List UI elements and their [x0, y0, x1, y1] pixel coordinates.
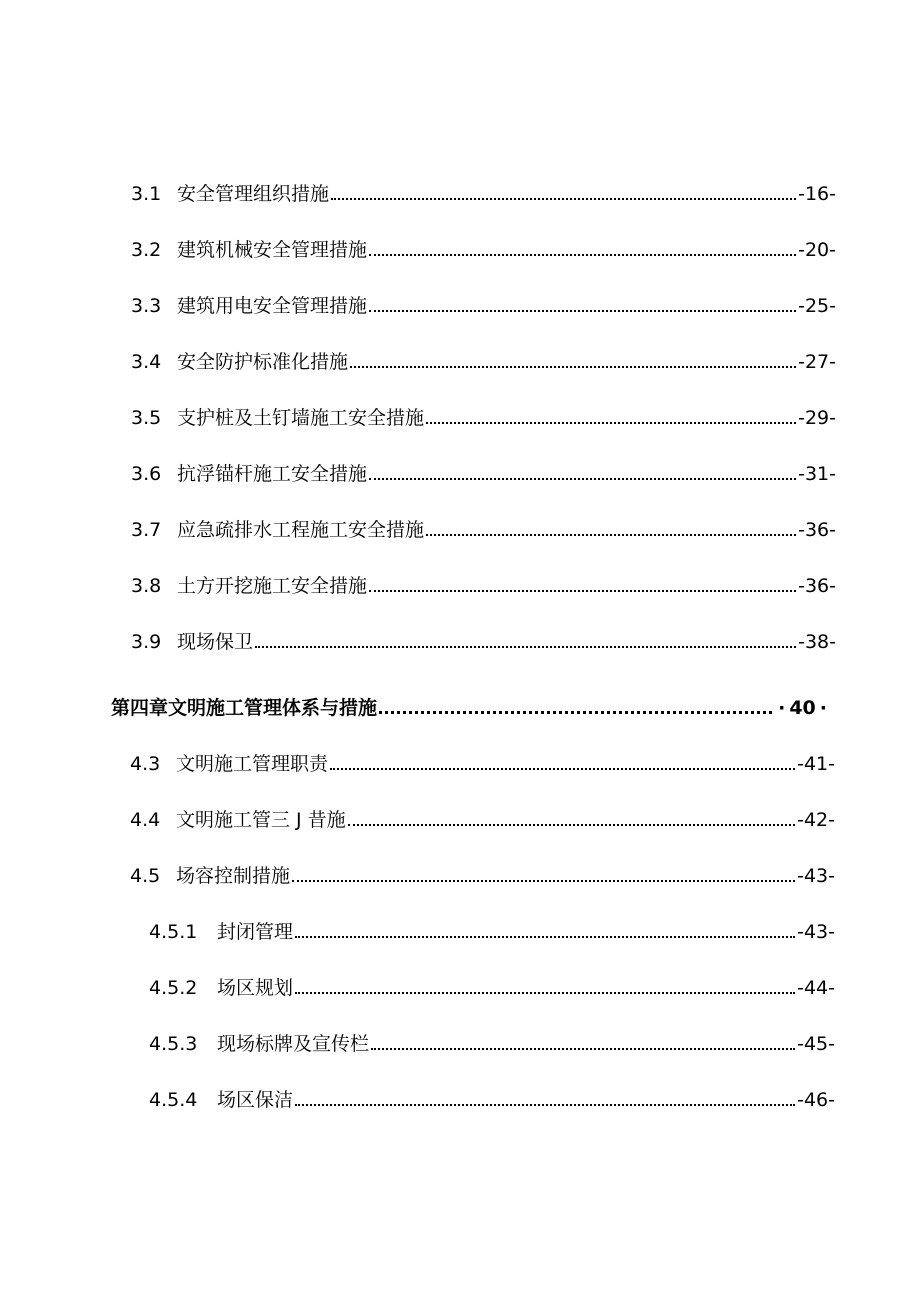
toc-entry-title: 支护桩及土钉墙施工安全措施 — [177, 407, 425, 429]
toc-entry-page: -29- — [798, 407, 836, 429]
toc-entry-number: 3.3 — [131, 295, 162, 317]
toc-entry-page: -44- — [797, 977, 835, 999]
toc-entry-title: 安全防护标准化措施 — [177, 351, 349, 373]
toc-entry-4-4[interactable] — [130, 804, 835, 832]
toc-entry-title: 场容控制措施 — [176, 865, 291, 887]
toc-entry-3-8[interactable] — [131, 570, 836, 598]
toc-chapter-4[interactable] — [111, 692, 831, 720]
toc-entry-4-5-2[interactable] — [149, 972, 835, 1000]
toc-entry-page: -38- — [798, 631, 836, 653]
toc-entry-title: 现场标牌及宣传栏 — [217, 1033, 370, 1055]
toc-entry-number: 4.5 — [130, 865, 161, 887]
dot-leader — [295, 992, 795, 994]
toc-entry-page: -36- — [798, 575, 836, 597]
page-prefix-dot: · — [778, 697, 786, 719]
dot-leader — [369, 310, 796, 312]
toc-entry-number: 4.5.4 — [149, 1089, 198, 1111]
toc-entry-title: 文明施工管理职责 — [176, 753, 329, 775]
toc-entry-title: 文明施工管三 J 昔施 — [176, 809, 346, 831]
toc-entry-page: -46- — [797, 1089, 835, 1111]
dot-leader — [331, 198, 796, 200]
toc-entry-page: -36- — [798, 519, 836, 541]
toc-entry-number: 3.8 — [131, 575, 162, 597]
toc-entry-3-7[interactable] — [131, 514, 836, 542]
toc-entry-page: -42- — [797, 809, 835, 831]
toc-chapter-title: 第四章文明施工管理体系与措施 — [111, 697, 378, 719]
toc-entry-number: 4.5.2 — [149, 977, 198, 999]
dot-leader — [379, 711, 772, 714]
toc-entry-page: -43- — [797, 865, 835, 887]
dot-leader — [348, 824, 795, 826]
toc-entry-page: -41- — [797, 753, 835, 775]
toc-entry-page: -27- — [798, 351, 836, 373]
toc-entry-page: -31- — [798, 463, 836, 485]
toc-entry-title: 场区规划 — [217, 977, 294, 999]
toc-entry-page: -25- — [798, 295, 836, 317]
toc-entry-3-9[interactable] — [131, 626, 836, 654]
toc-entry-4-3[interactable] — [130, 748, 835, 776]
toc-entry-3-2[interactable] — [131, 234, 836, 262]
toc-entry-number: 4.5.3 — [149, 1033, 198, 1055]
toc-entry-page: -16- — [798, 183, 836, 205]
toc-entry-title: 应急疏排水工程施工安全措施 — [177, 519, 425, 541]
toc-entry-title: 封闭管理 — [217, 921, 294, 943]
dot-leader — [426, 422, 796, 424]
toc-entry-page: -43- — [797, 921, 835, 943]
toc-entry-number: 3.5 — [131, 407, 162, 429]
dot-leader — [255, 646, 796, 648]
toc-entry-4-5-3[interactable] — [149, 1028, 835, 1056]
toc-entry-title: 场区保洁 — [217, 1089, 294, 1111]
toc-entry-3-3[interactable] — [131, 290, 836, 318]
dot-leader — [350, 366, 796, 368]
toc-entry-4-5-1[interactable] — [149, 916, 835, 944]
toc-entry-number: 4.5.1 — [149, 921, 198, 943]
toc-entry-number: 4.3 — [130, 753, 161, 775]
dot-leader — [426, 534, 796, 536]
toc-chapter-page: 40 — [789, 697, 816, 719]
toc-entry-3-5[interactable] — [131, 402, 836, 430]
toc-entry-4-5[interactable] — [130, 860, 835, 888]
toc-entry-number: 4.4 — [130, 809, 161, 831]
toc-entry-title: 安全管理组织措施 — [177, 183, 330, 205]
toc-entry-number: 3.2 — [131, 239, 162, 261]
toc-entry-title: 土方开挖施工安全措施 — [177, 575, 368, 597]
toc-entry-3-1[interactable] — [131, 178, 836, 206]
dot-leader — [330, 768, 795, 770]
toc-entry-number: 3.7 — [131, 519, 162, 541]
toc-entry-number: 3.1 — [131, 183, 162, 205]
toc-entry-number: 3.4 — [131, 351, 162, 373]
dot-leader — [292, 880, 795, 882]
toc-entry-title: 建筑用电安全管理措施 — [177, 295, 368, 317]
dot-leader — [369, 590, 796, 592]
toc-entry-title: 建筑机械安全管理措施 — [177, 239, 368, 261]
dot-leader — [369, 254, 796, 256]
toc-entry-page: -45- — [797, 1033, 835, 1055]
toc-entry-number: 3.9 — [131, 631, 162, 653]
toc-entry-number: 3.6 — [131, 463, 162, 485]
dot-leader — [295, 1104, 795, 1106]
toc-entry-4-5-4[interactable] — [149, 1084, 835, 1112]
toc-entry-title: 现场保卫 — [177, 631, 254, 653]
toc-entry-3-6[interactable] — [131, 458, 836, 486]
dot-leader — [295, 936, 795, 938]
toc-entry-title: 抗浮锚杆施工安全措施 — [177, 463, 368, 485]
toc-entry-page: -20- — [798, 239, 836, 261]
dot-leader — [371, 1048, 795, 1050]
page-suffix-dot: · — [819, 697, 827, 719]
dot-leader — [369, 478, 796, 480]
toc-entry-3-4[interactable] — [131, 346, 836, 374]
